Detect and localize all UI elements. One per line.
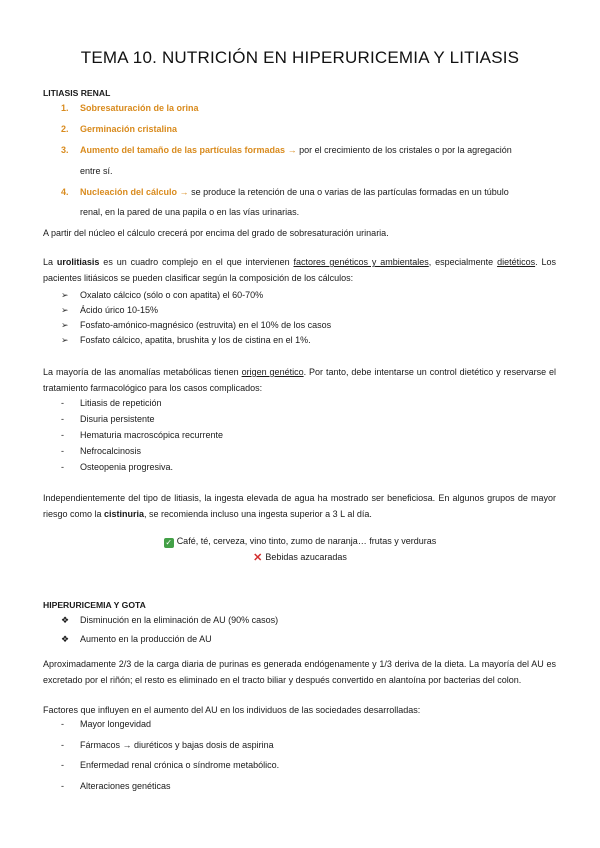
arrow-icon: → xyxy=(287,145,297,155)
step-line xyxy=(80,145,512,156)
list-item: Litiasis de repetición xyxy=(80,398,162,408)
avoid-text: Bebidas azucaradas xyxy=(265,552,347,562)
section-heading-gota: HIPERURICEMIA Y GOTA xyxy=(43,600,146,610)
list-item: Nefrocalcinosis xyxy=(80,446,142,456)
diamond-bullet-icon: ❖ xyxy=(61,615,70,625)
dash-bullet: - xyxy=(61,719,64,729)
diamond-bullet-icon: ❖ xyxy=(61,634,70,644)
step-text-cont: entre sí. xyxy=(80,166,113,176)
step-number: 3. xyxy=(61,145,69,155)
text: , especialmente xyxy=(428,257,498,267)
step-label: Aumento del tamaño de las partículas formadas xyxy=(80,145,286,155)
text: La mayoría de las anomalías metabólicas tienen xyxy=(43,367,242,377)
list-item: Oxalato cálcico (sólo o con apatita) el 60-70% xyxy=(80,290,264,300)
list-item: Hematuria macroscópica recurrente xyxy=(80,430,224,440)
term-cistinuria: cistinuria xyxy=(104,509,145,519)
step-label: Germinación cristalina xyxy=(80,124,178,134)
dash-bullet: - xyxy=(61,781,64,791)
step-text: por el crecimiento de los cristales o por la agregación xyxy=(299,145,512,155)
arrow-bullet-icon: ➢ xyxy=(61,335,69,345)
check-icon: ✓ xyxy=(165,538,173,547)
page-title: TEMA 10. NUTRICIÓN EN HIPERURICEMIA Y LITIASIS xyxy=(80,48,520,67)
text: . Los pacientes litiásicos se pueden clasificar según la composición de los cálculos: xyxy=(43,257,556,283)
list-item: Enfermedad renal crónica o síndrome metabólico. xyxy=(80,760,280,770)
step-text: se produce la retención de una o varias de las partículas formadas en un túbulo xyxy=(191,187,509,197)
paragraph-urolitiasis xyxy=(43,254,556,286)
text: Independientemente del tipo de litiasis, la ingesta elevada de agua ha mostrado ser beneficiosa. En algunos grupos de mayor riesgo como la xyxy=(43,493,556,519)
term-factores: factores genéticos y ambientales xyxy=(293,257,429,267)
paragraph-factores: Factores que influyen en el aumento del AU en los individuos de las sociedades desarrolladas: xyxy=(43,705,421,715)
paragraph-genetico xyxy=(43,364,556,396)
arrow-bullet-icon: ➢ xyxy=(61,305,69,315)
list-item: Fosfato-amónico-magnésico (estruvita) en el 10% de los casos xyxy=(80,320,332,330)
dash-bullet: - xyxy=(61,414,64,424)
dash-bullet: - xyxy=(61,462,64,472)
paragraph-purinas: Aproximadamente 2/3 de la carga diaria de purinas es generada endógenamente y 1/3 deriva de la dieta. La mayoría del AU es excretado por el riñón; el resto es eliminado en el tracto biliar y después convertido en alantoína por bacterias del colon. xyxy=(43,659,556,685)
step-line xyxy=(80,187,509,198)
list-item: Ácido úrico 10-15% xyxy=(80,305,159,315)
paragraph: A partir del núcleo el cálculo crecerá por encima del grado de sobresaturación urinaria. xyxy=(43,228,389,238)
term-origen-genetico: origen genético xyxy=(241,367,304,377)
arrow-icon: → xyxy=(179,187,189,197)
arrow-bullet-icon: ➢ xyxy=(61,320,69,330)
text: es un cuadro complejo en el que intervienen xyxy=(99,257,294,267)
dash-bullet: - xyxy=(61,740,64,750)
recommended-line xyxy=(0,536,600,548)
step-number: 4. xyxy=(61,187,69,197)
step-number: 1. xyxy=(61,103,69,113)
list-item: Fosfato cálcico, apatita, brushita y los de cistina en el 1%. xyxy=(80,335,311,345)
list-item: Disminución en la eliminación de AU (90% casos) xyxy=(80,615,279,625)
step-number: 2. xyxy=(61,124,69,134)
term-urolitiasis: urolitiasis xyxy=(56,257,100,267)
text: , se recomienda incluso una ingesta superior a 3 L al día. xyxy=(144,509,372,519)
avoid-line xyxy=(0,551,600,564)
step-label: Sobresaturación de la orina xyxy=(80,103,199,113)
text: . Por tanto, debe intentarse un control dietético y reservarse el tratamiento farmacológico para los casos complicados: xyxy=(43,367,557,393)
dash-bullet: - xyxy=(61,446,64,456)
step-text-cont: renal, en la pared de una papila o en las vías urinarias. xyxy=(80,207,300,217)
dash-bullet: - xyxy=(61,398,64,408)
recommended-text: Café, té, cerveza, vino tinto, zumo de naranja… frutas y verduras xyxy=(176,536,437,546)
dash-bullet: - xyxy=(61,760,64,770)
text: La xyxy=(43,257,57,267)
list-item: Disuria persistente xyxy=(80,414,155,424)
cross-icon: ✕ xyxy=(253,552,263,564)
list-item: Fármacos → diuréticos y bajas dosis de aspirina xyxy=(80,740,274,750)
term-dieteticos: dietéticos xyxy=(497,257,536,267)
dash-bullet: - xyxy=(61,430,64,440)
step-label: Nucleación del cálculo xyxy=(80,187,178,197)
list-item: Mayor longevidad xyxy=(80,719,152,729)
section-heading-litiasis: LITIASIS RENAL xyxy=(43,88,111,98)
list-item: Osteopenia progresiva. xyxy=(80,462,174,472)
list-item: Alteraciones genéticas xyxy=(80,781,171,791)
paragraph-agua xyxy=(43,490,556,522)
list-item: Aumento en la producción de AU xyxy=(80,634,212,644)
arrow-bullet-icon: ➢ xyxy=(61,290,69,300)
